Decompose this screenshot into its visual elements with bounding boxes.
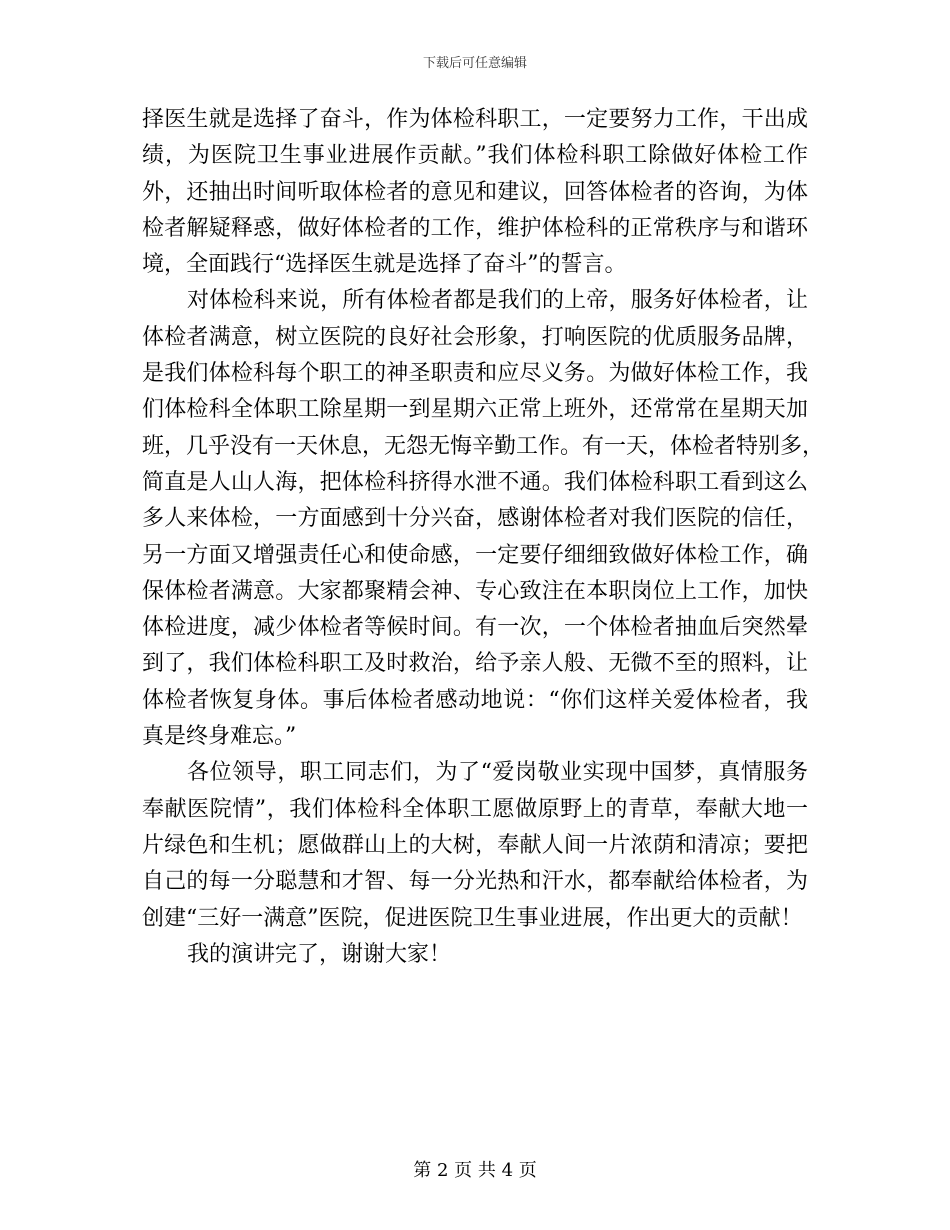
page-header-caption: 下载后可任意编辑: [422, 56, 527, 71]
paragraph: [142, 755, 808, 936]
footer-page-number: 2: [436, 1160, 449, 1181]
text-line: 检者解疑释惑，做好体检者的工作，维护体检科的正常秩序与和谐环: [142, 215, 808, 241]
footer-prefix: 第: [413, 1160, 432, 1181]
text-line: 真是终身难忘。”: [142, 724, 297, 750]
text-line: 绩，为医院卫生事业进展作贡献。”我们体检科职工除做好体检工作: [142, 143, 808, 169]
text-line: 对体检科来说，所有体检者都是我们的上帝，服务好体检者，让: [187, 288, 808, 314]
text-line: 奉献医院情”，我们体检科全体职工愿做原野上的青草，奉献大地一: [142, 796, 808, 822]
text-line: 择医生就是选择了奋斗，作为体检科职工，一定要努力工作，干出成: [142, 107, 808, 132]
footer-middle: 页 共: [454, 1160, 496, 1181]
text-line: 是我们体检科每个职工的神圣职责和应尽义务。为做好体检工作，我: [142, 361, 808, 387]
paragraph: [142, 283, 825, 755]
text-line: 我的演讲完了，谢谢大家！: [187, 941, 452, 967]
footer-suffix: 页: [518, 1160, 537, 1181]
text-line: 各位领导，职工同志们，为了“爱岗敬业实现中国梦，真情服务: [187, 760, 808, 786]
paragraph: [142, 937, 808, 973]
page-footer: [0, 1156, 950, 1182]
text-line: 保体检者满意。大家都聚精会神、专心致注在本职岗位上工作，加快: [142, 578, 808, 604]
paragraph: [142, 102, 808, 283]
text-line: 境，全面践行“选择医生就是选择了奋斗”的誓言。: [142, 252, 627, 278]
text-line: 班，几乎没有一天休息，无怨无悔辛勤工作。有一天，体检者特别多，: [142, 433, 825, 459]
text-line: 自己的每一分聪慧和才智、每一分光热和汗水，都奉献给体检者，为: [142, 869, 808, 895]
text-line: 体检者满意，树立医院的良好社会形象，打响医院的优质服务品牌，: [142, 324, 808, 350]
text-line: 外，还抽出时间听取体检者的意见和建议，回答体检者的咨询，为体: [142, 179, 808, 205]
text-line: 另一方面又增强责任心和使命感，一定要仔细细致做好体检工作，确: [142, 542, 808, 568]
footer-total-pages: 4: [501, 1160, 514, 1181]
text-line: 们体检科全体职工除星期一到星期六正常上班外，还常常在星期天加: [142, 397, 808, 423]
text-line: 体检者恢复身体。事后体检者感动地说：“你们这样关爱体检者，我: [142, 687, 808, 713]
text-line: 体检进度，减少体检者等候时间。有一次，一个体检者抽血后突然晕: [142, 615, 808, 641]
text-line: 片绿色和生机；愿做群山上的大树，奉献人间一片浓荫和清凉；要把: [142, 832, 808, 858]
text-line: 创建“三好一满意”医院，促进医院卫生事业进展，作出更大的贡献！: [142, 905, 803, 931]
text-line: 简直是人山人海，把体检科挤得水泄不通。我们体检科职工看到这么: [142, 469, 808, 495]
text-line: 多人来体检，一方面感到十分兴奋，感谢体检者对我们医院的信任，: [142, 506, 808, 532]
text-line: 到了，我们体检科职工及时救治，给予亲人般、无微不至的照料，让: [142, 651, 808, 677]
document-body: [142, 102, 825, 973]
